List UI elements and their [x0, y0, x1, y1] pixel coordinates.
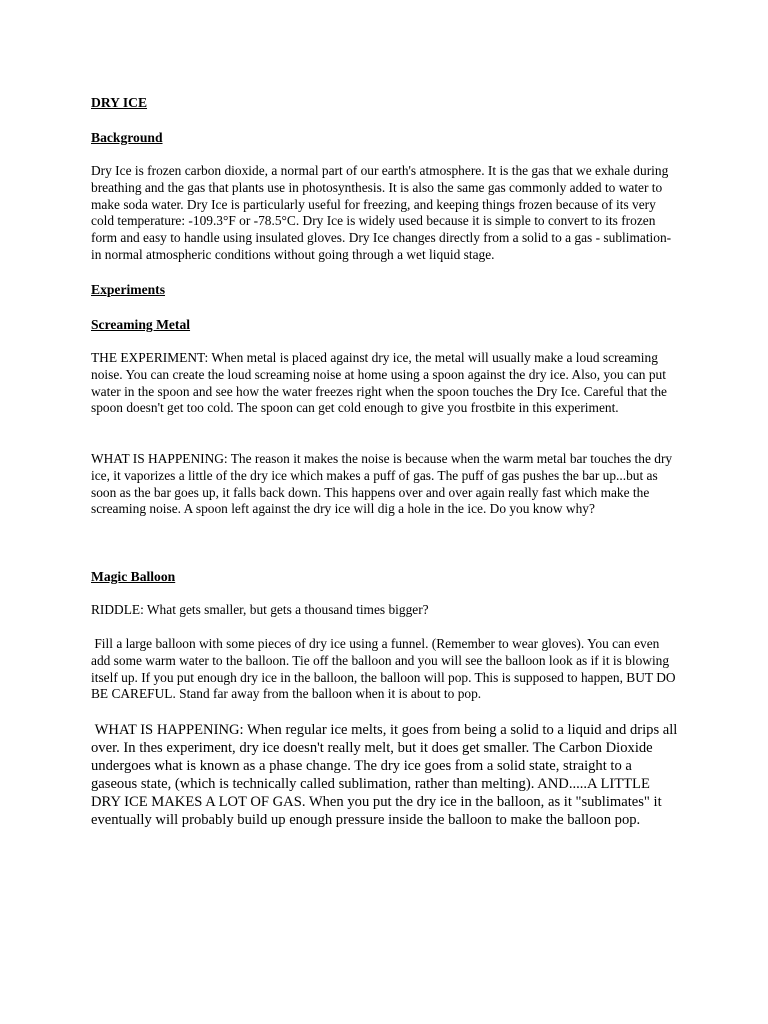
magic-balloon-happening-paragraph: WHAT IS HAPPENING: When regular ice melts, it goes from being a solid to a liquid and drips all over. In thes experiment, dry ice doesn't really melt, but it does get smaller. The Carbon Dioxide undergoes what is known as a phase change. The dry ice goes from a solid state, straight to a gaseous state, (which is technically called sublimation, rather than melting). AND.....A LITTLE DRY ICE MAKES A LOT OF GAS. When you put the dry ice in the balloon, as it "sublimates" it eventually will probably build up enough pressure inside the balloon to make the balloon pop.	[91, 722, 682, 829]
experiments-heading: Experiments	[91, 282, 166, 297]
screaming-metal-heading: Screaming Metal	[91, 317, 191, 332]
background-paragraph: Dry Ice is frozen carbon dioxide, a normal part of our earth's atmosphere. It is the gas that we exhale during breathing and the gas that plants use in photosynthesis. It is also the same gas commonly added to water to make soda water. Dry Ice is particularly useful for freezing, and keeping things frozen because of its very cold temperature: -109.3°F or -78.5°C. Dry Ice is widely used because it is simple to convert to its frozen form and easy to handle using insulated gloves. Dry Ice changes directly from a solid to a gas - sublimation- in normal atmospheric conditions without going through a wet liquid stage.	[91, 163, 672, 262]
screaming-metal-happening-paragraph: WHAT IS HAPPENING: The reason it makes the noise is because when the warm metal bar touches the dry ice, it vaporizes a little of the dry ice which makes a puff of gas. The puff of gas pushes the bar up...but as soon as the bar goes up, it falls back down. This happens over and over again really fast which make the screaming noise. A spoon left against the dry ice will dig a hole in the ice. Do you know why?	[91, 451, 673, 517]
background-heading: Background	[91, 130, 163, 145]
magic-balloon-riddle: RIDDLE: What gets smaller, but gets a thousand times bigger?	[91, 602, 429, 617]
document-title: DRY ICE	[91, 95, 148, 110]
magic-balloon-heading: Magic Balloon	[91, 569, 176, 584]
screaming-metal-experiment-paragraph: THE EXPERIMENT: When metal is placed against dry ice, the metal will usually make a loud screaming noise. You can create the loud screaming noise at home using a spoon against the dry ice. Also, you can put water in the spoon and see how the water freezes right when the spoon touches the Dry Ice. Careful that the spoon doesn't get too cold. The spoon can get cold enough to give you frostbite in this experiment.	[91, 350, 667, 416]
magic-balloon-instructions-paragraph: Fill a large balloon with some pieces of dry ice using a funnel. (Remember to wear gloves). You can even add some warm water to the balloon. Tie off the balloon and you will see the balloon look as if it is blowing itself up. If you put enough dry ice in the balloon, the balloon will pop. This is supposed to happen, BUT DO BE CAREFUL. Stand far away from the balloon when it is about to pop.	[91, 636, 679, 702]
